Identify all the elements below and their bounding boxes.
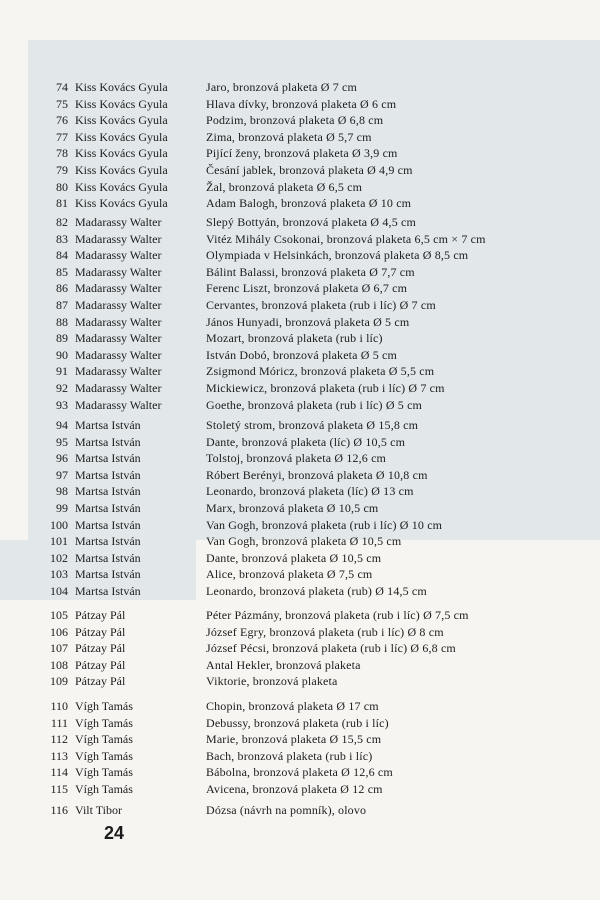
entry-number: 81 bbox=[56, 196, 68, 211]
entry-work: Péter Pázmány, bronzová plaketa (rub i líc) Ø 7,5 cm bbox=[206, 608, 469, 622]
entry-work: Hlava dívky, bronzová plaketa Ø 6 cm bbox=[206, 96, 397, 111]
entry-artist: Vígh Tamás bbox=[75, 765, 133, 780]
entry-artist: Pátzay Pál bbox=[75, 657, 126, 672]
catalog-entry bbox=[0, 583, 600, 600]
entry-work: Žal, bronzová plaketa Ø 6,5 cm bbox=[206, 179, 363, 194]
entry-number: 116 bbox=[50, 803, 68, 817]
catalog-entry bbox=[0, 607, 600, 624]
entry-number: 87 bbox=[56, 298, 68, 312]
catalog-entry bbox=[0, 297, 600, 314]
entry-work: Cervantes, bronzová plaketa (rub i líc) Ø 7 cm bbox=[206, 298, 436, 312]
entry-artist: Madarassy Walter bbox=[75, 298, 162, 312]
catalog-entry bbox=[0, 483, 600, 500]
entry-work: József Pécsi, bronzová plaketa (rub i líc) Ø 6,8 cm bbox=[206, 641, 456, 656]
entry-artist: Kiss Kovács Gyula bbox=[75, 196, 168, 211]
entry-artist: Madarassy Walter bbox=[75, 248, 162, 263]
catalog-entry bbox=[0, 79, 600, 96]
entry-number: 80 bbox=[56, 179, 68, 194]
entry-artist: Vígh Tamás bbox=[75, 699, 133, 713]
catalog-entry bbox=[0, 657, 600, 674]
entry-artist: Pátzay Pál bbox=[75, 608, 126, 622]
entry-number: 108 bbox=[50, 657, 68, 672]
catalog-entry bbox=[0, 280, 600, 297]
catalog-entry bbox=[0, 640, 600, 657]
entry-number: 90 bbox=[56, 347, 68, 362]
entry-number: 75 bbox=[56, 96, 68, 111]
catalog-entry bbox=[0, 748, 600, 765]
entry-number: 95 bbox=[56, 434, 68, 449]
entry-artist: Martsa István bbox=[75, 451, 141, 466]
entry-work: Mickiewicz, bronzová plaketa (rub i líc) Ø 7 cm bbox=[206, 381, 445, 395]
entry-artist: Martsa István bbox=[75, 550, 141, 565]
catalog-entry bbox=[0, 624, 600, 641]
entry-work: Chopin, bronzová plaketa Ø 17 cm bbox=[206, 699, 379, 713]
entry-work: Debussy, bronzová plaketa (rub i líc) bbox=[206, 715, 389, 730]
entry-artist: Madarassy Walter bbox=[75, 264, 162, 279]
catalog-entry bbox=[0, 179, 600, 196]
entry-work: Alice, bronzová plaketa Ø 7,5 cm bbox=[206, 567, 373, 582]
catalog-entry bbox=[0, 264, 600, 281]
entry-work: Zsigmond Móricz, bronzová plaketa Ø 5,5 cm bbox=[206, 364, 435, 379]
entry-work: Dózsa (návrh na pomník), olovo bbox=[206, 803, 367, 817]
catalog-entry bbox=[0, 533, 600, 550]
catalog-entry bbox=[0, 450, 600, 467]
entry-artist: Madarassy Walter bbox=[75, 347, 162, 362]
entry-artist: Madarassy Walter bbox=[75, 397, 162, 412]
entry-work: Van Gogh, bronzová plaketa Ø 10,5 cm bbox=[206, 534, 402, 549]
catalog-entry bbox=[0, 96, 600, 113]
entry-work: Viktorie, bronzová plaketa bbox=[206, 674, 338, 689]
entry-artist: Kiss Kovács Gyula bbox=[75, 113, 168, 128]
catalog-entry bbox=[0, 417, 600, 434]
catalog-entry bbox=[0, 781, 600, 798]
entry-work: Jaro, bronzová plaketa Ø 7 cm bbox=[206, 80, 357, 94]
entry-number: 110 bbox=[50, 699, 68, 713]
entry-number: 106 bbox=[50, 624, 68, 639]
entry-number: 78 bbox=[56, 146, 68, 161]
entry-artist: Vígh Tamás bbox=[75, 715, 133, 730]
entry-artist: Madarassy Walter bbox=[75, 215, 162, 229]
catalog-entry bbox=[0, 380, 600, 397]
entry-work: Podzim, bronzová plaketa Ø 6,8 cm bbox=[206, 113, 384, 128]
entry-artist: Kiss Kovács Gyula bbox=[75, 163, 168, 177]
entry-artist: Kiss Kovács Gyula bbox=[75, 80, 168, 94]
entry-artist: Martsa István bbox=[75, 584, 141, 598]
entry-number: 91 bbox=[56, 364, 68, 379]
catalog-entry bbox=[0, 802, 600, 819]
entry-number: 111 bbox=[50, 715, 68, 730]
catalog-entry bbox=[0, 330, 600, 347]
entry-artist: Vígh Tamás bbox=[75, 732, 133, 747]
entry-artist: Martsa István bbox=[75, 434, 141, 449]
entry-number: 84 bbox=[56, 248, 68, 263]
entry-artist: Madarassy Walter bbox=[75, 281, 162, 296]
catalog-entry bbox=[0, 698, 600, 715]
entry-work: Česání jablek, bronzová plaketa Ø 4,9 cm bbox=[206, 163, 413, 177]
catalog-entry bbox=[0, 517, 600, 534]
entry-work: Adam Balogh, bronzová plaketa Ø 10 cm bbox=[206, 196, 412, 211]
entry-artist: Madarassy Walter bbox=[75, 231, 162, 246]
entry-artist: Pátzay Pál bbox=[75, 641, 126, 656]
catalog-entry bbox=[0, 231, 600, 248]
entry-number: 100 bbox=[50, 517, 68, 532]
catalog-entry bbox=[0, 162, 600, 179]
catalog-entry bbox=[0, 715, 600, 732]
entry-number: 79 bbox=[56, 163, 68, 177]
entry-work: István Dobó, bronzová plaketa Ø 5 cm bbox=[206, 347, 398, 362]
catalog-entry bbox=[0, 550, 600, 567]
entry-work: József Egry, bronzová plaketa (rub i líc) Ø 8 cm bbox=[206, 624, 444, 639]
entry-number: 83 bbox=[56, 231, 68, 246]
catalog-entry bbox=[0, 129, 600, 146]
entry-number: 88 bbox=[56, 314, 68, 329]
entry-number: 112 bbox=[50, 732, 68, 747]
entry-artist: Martsa István bbox=[75, 517, 141, 532]
entry-work: Stoletý strom, bronzová plaketa Ø 15,8 cm bbox=[206, 418, 419, 432]
catalog-entry bbox=[0, 764, 600, 781]
entry-work: Tolstoj, bronzová plaketa Ø 12,6 cm bbox=[206, 451, 387, 466]
entry-number: 99 bbox=[56, 501, 68, 515]
entry-work: Mozart, bronzová plaketa (rub i líc) bbox=[206, 331, 383, 346]
entry-work: Marx, bronzová plaketa Ø 10,5 cm bbox=[206, 501, 379, 515]
catalog-entry bbox=[0, 731, 600, 748]
entry-artist: Martsa István bbox=[75, 484, 141, 499]
entry-number: 76 bbox=[56, 113, 68, 128]
entry-number: 101 bbox=[50, 534, 68, 549]
entry-number: 103 bbox=[50, 567, 68, 582]
catalog-entry bbox=[0, 314, 600, 331]
entry-artist: Martsa István bbox=[75, 418, 141, 432]
entry-work: János Hunyadi, bronzová plaketa Ø 5 cm bbox=[206, 314, 410, 329]
entry-number: 105 bbox=[50, 608, 68, 622]
catalog-entry bbox=[0, 347, 600, 364]
entry-number: 102 bbox=[50, 550, 68, 565]
catalog-entry bbox=[0, 500, 600, 517]
entry-number: 82 bbox=[56, 215, 68, 229]
entry-number: 115 bbox=[50, 782, 68, 796]
entry-work: Antal Hekler, bronzová plaketa bbox=[206, 657, 361, 672]
entry-artist: Martsa István bbox=[75, 534, 141, 549]
entry-work: Goethe, bronzová plaketa (rub i líc) Ø 5 cm bbox=[206, 397, 423, 412]
catalog-entry bbox=[0, 214, 600, 231]
entry-work: Avicena, bronzová plaketa Ø 12 cm bbox=[206, 782, 383, 796]
catalog-entry bbox=[0, 112, 600, 129]
entry-number: 109 bbox=[50, 674, 68, 689]
entry-number: 93 bbox=[56, 397, 68, 412]
entry-artist: Kiss Kovács Gyula bbox=[75, 179, 168, 194]
entry-artist: Kiss Kovács Gyula bbox=[75, 146, 168, 161]
entry-artist: Kiss Kovács Gyula bbox=[75, 96, 168, 111]
catalog-entry bbox=[0, 673, 600, 690]
entry-work: Leonardo, bronzová plaketa (líc) Ø 13 cm bbox=[206, 484, 414, 499]
entry-number: 77 bbox=[56, 129, 68, 144]
catalog-entry bbox=[0, 145, 600, 162]
entry-number: 85 bbox=[56, 264, 68, 279]
entry-number: 97 bbox=[56, 467, 68, 482]
entry-work: Bálint Balassi, bronzová plaketa Ø 7,7 cm bbox=[206, 264, 415, 279]
entry-work: Bach, bronzová plaketa (rub i líc) bbox=[206, 748, 373, 763]
catalog-entry bbox=[0, 566, 600, 583]
entry-artist: Madarassy Walter bbox=[75, 314, 162, 329]
entry-number: 104 bbox=[50, 584, 68, 598]
catalog-entry bbox=[0, 397, 600, 414]
entry-work: Olympiada v Helsinkách, bronzová plaketa Ø 8,5 cm bbox=[206, 248, 469, 263]
page-number: 24 bbox=[104, 823, 125, 843]
catalog-entry bbox=[0, 195, 600, 212]
entry-work: Bábolna, bronzová plaketa Ø 12,6 cm bbox=[206, 765, 393, 780]
entry-number: 92 bbox=[56, 381, 68, 395]
entry-work: Dante, bronzová plaketa (líc) Ø 10,5 cm bbox=[206, 434, 406, 449]
entry-artist: Martsa István bbox=[75, 467, 141, 482]
entry-artist: Vilt Tibor bbox=[75, 803, 122, 817]
entry-artist: Vígh Tamás bbox=[75, 748, 133, 763]
entry-artist: Kiss Kovács Gyula bbox=[75, 129, 168, 144]
entry-number: 107 bbox=[50, 641, 68, 656]
entry-work: Leonardo, bronzová plaketa (rub) Ø 14,5 cm bbox=[206, 584, 427, 598]
entry-artist: Pátzay Pál bbox=[75, 624, 126, 639]
entry-artist: Pátzay Pál bbox=[75, 674, 126, 689]
entry-work: Pijící ženy, bronzová plaketa Ø 3,9 cm bbox=[206, 146, 398, 161]
entry-work: Dante, bronzová plaketa Ø 10,5 cm bbox=[206, 550, 382, 565]
entry-work: Zima, bronzová plaketa Ø 5,7 cm bbox=[206, 129, 372, 144]
entry-number: 74 bbox=[56, 80, 68, 94]
entry-number: 86 bbox=[56, 281, 68, 296]
entry-work: Marie, bronzová plaketa Ø 15,5 cm bbox=[206, 732, 382, 747]
entry-number: 114 bbox=[50, 765, 68, 780]
entry-artist: Madarassy Walter bbox=[75, 331, 162, 346]
entry-work: Slepý Bottyán, bronzová plaketa Ø 4,5 cm bbox=[206, 215, 416, 229]
entry-number: 94 bbox=[56, 418, 68, 432]
entry-work: Van Gogh, bronzová plaketa (rub i líc) Ø 10 cm bbox=[206, 517, 443, 532]
entry-artist: Madarassy Walter bbox=[75, 364, 162, 379]
entry-artist: Vígh Tamás bbox=[75, 782, 133, 796]
entry-number: 113 bbox=[50, 748, 68, 763]
entry-number: 89 bbox=[56, 331, 68, 346]
catalog-entry bbox=[0, 467, 600, 484]
entry-number: 98 bbox=[56, 484, 68, 499]
catalog-entry bbox=[0, 434, 600, 451]
entry-work: Róbert Berényi, bronzová plaketa Ø 10,8 cm bbox=[206, 467, 428, 482]
entry-number: 96 bbox=[56, 451, 68, 466]
entry-artist: Martsa István bbox=[75, 501, 141, 515]
entry-artist: Madarassy Walter bbox=[75, 381, 162, 395]
entry-work: Ferenc Liszt, bronzová plaketa Ø 6,7 cm bbox=[206, 281, 408, 296]
entry-artist: Martsa István bbox=[75, 567, 141, 582]
catalog-entry bbox=[0, 363, 600, 380]
entry-work: Vitéz Mihály Csokonai, bronzová plaketa 6,5 cm × 7 cm bbox=[206, 231, 486, 246]
catalog-entry bbox=[0, 247, 600, 264]
